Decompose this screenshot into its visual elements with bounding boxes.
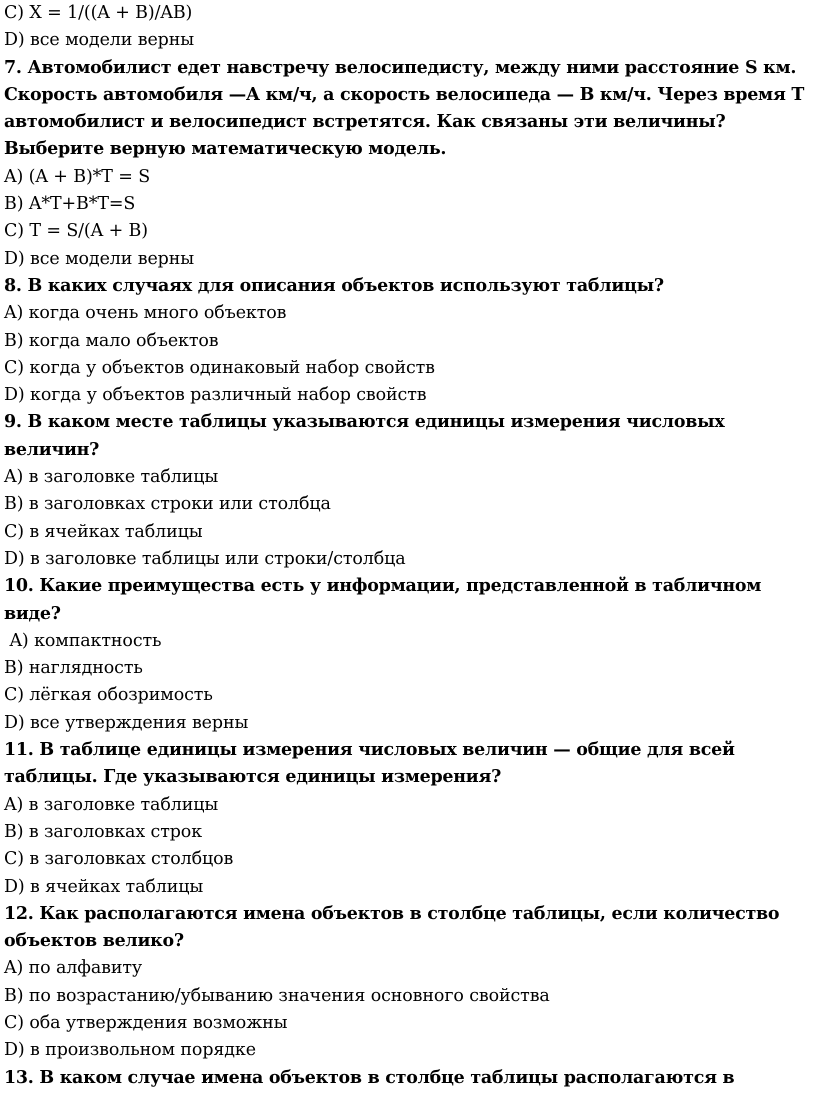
answer-option-line: A) в заголовке таблицы bbox=[4, 467, 219, 488]
question-text-line: 9. В каком месте таблицы указываются единицы измерения числовых bbox=[4, 412, 725, 433]
answer-option-line: D) все утверждения верны bbox=[4, 712, 249, 733]
answer-option-line: C) T = S/(A + B) bbox=[4, 221, 148, 242]
answer-option-line: C) в ячейках таблицы bbox=[4, 521, 203, 542]
question-text-line: Скорость автомобиля —А км/ч, а скорость велосипеда — В км/ч. Через время Т bbox=[4, 84, 805, 105]
answer-option-line: B) A*T+B*T=S bbox=[4, 194, 136, 215]
answer-option-line: D) все модели верны bbox=[4, 30, 195, 51]
answer-option-line: D) в заголовке таблицы или строки/столбца bbox=[4, 548, 406, 569]
question-text-line: 10. Какие преимущества есть у информации, представленной в табличном bbox=[4, 576, 762, 597]
answer-option-line: D) в ячейках таблицы bbox=[4, 876, 204, 897]
question-text-line: 8. В каких случаях для описания объектов используют таблицы? bbox=[4, 275, 664, 296]
question-text-line: автомобилист и велосипедист встретятся. Как связаны эти величины? bbox=[4, 112, 726, 133]
answer-option-line: D) все модели верны bbox=[4, 248, 195, 269]
answer-option-line: B) по возрастанию/убыванию значения основного свойства bbox=[4, 985, 550, 1006]
question-text-line: 13. В каком случае имена объектов в столбце таблицы располагаются в bbox=[4, 1067, 735, 1088]
answer-option-line: C) когда у объектов одинаковый набор свойств bbox=[4, 357, 435, 378]
answer-option-line: D) в произвольном порядке bbox=[4, 1040, 256, 1061]
answer-option-line: C) X = 1/((A + B)/AB) bbox=[4, 3, 193, 23]
answer-option-line: D) когда у объектов различный набор свойств bbox=[4, 385, 427, 406]
answer-option-line: C) оба утверждения возможны bbox=[4, 1012, 288, 1033]
question-text-line: виде? bbox=[4, 603, 61, 624]
answer-option-line: C) в заголовках столбцов bbox=[4, 849, 234, 870]
question-text-line: 12. Как располагаются имена объектов в столбце таблицы, если количество bbox=[4, 903, 780, 924]
answer-option-line: A) по алфавиту bbox=[4, 958, 143, 979]
answer-option-line: B) наглядность bbox=[4, 658, 143, 679]
answer-option-line: A) в заголовке таблицы bbox=[4, 794, 219, 815]
answer-option-line: A) когда очень много объектов bbox=[4, 303, 287, 324]
question-text-line: 7. Автомобилист едет навстречу велосипедисту, между ними расстояние S км. bbox=[4, 57, 797, 78]
answer-option-line: A) компактность bbox=[4, 630, 162, 651]
document-page bbox=[4, 0, 812, 1092]
answer-option-line: B) когда мало объектов bbox=[4, 330, 219, 351]
question-text-line: величин? bbox=[4, 439, 100, 460]
question-text-line: таблицы. Где указываются единицы измерения? bbox=[4, 767, 502, 788]
answer-option-line: B) в заголовках строки или столбца bbox=[4, 494, 331, 515]
question-text-line: Выберите верную математическую модель. bbox=[4, 139, 447, 160]
answer-option-line: A) (A + B)*T = S bbox=[4, 166, 151, 187]
answer-option-line: B) в заголовках строк bbox=[4, 821, 202, 842]
question-text-line: объектов велико? bbox=[4, 931, 184, 952]
answer-option-line: C) лёгкая обозримость bbox=[4, 685, 213, 706]
question-text-line: 11. В таблице единицы измерения числовых величин — общие для всей bbox=[4, 740, 735, 761]
